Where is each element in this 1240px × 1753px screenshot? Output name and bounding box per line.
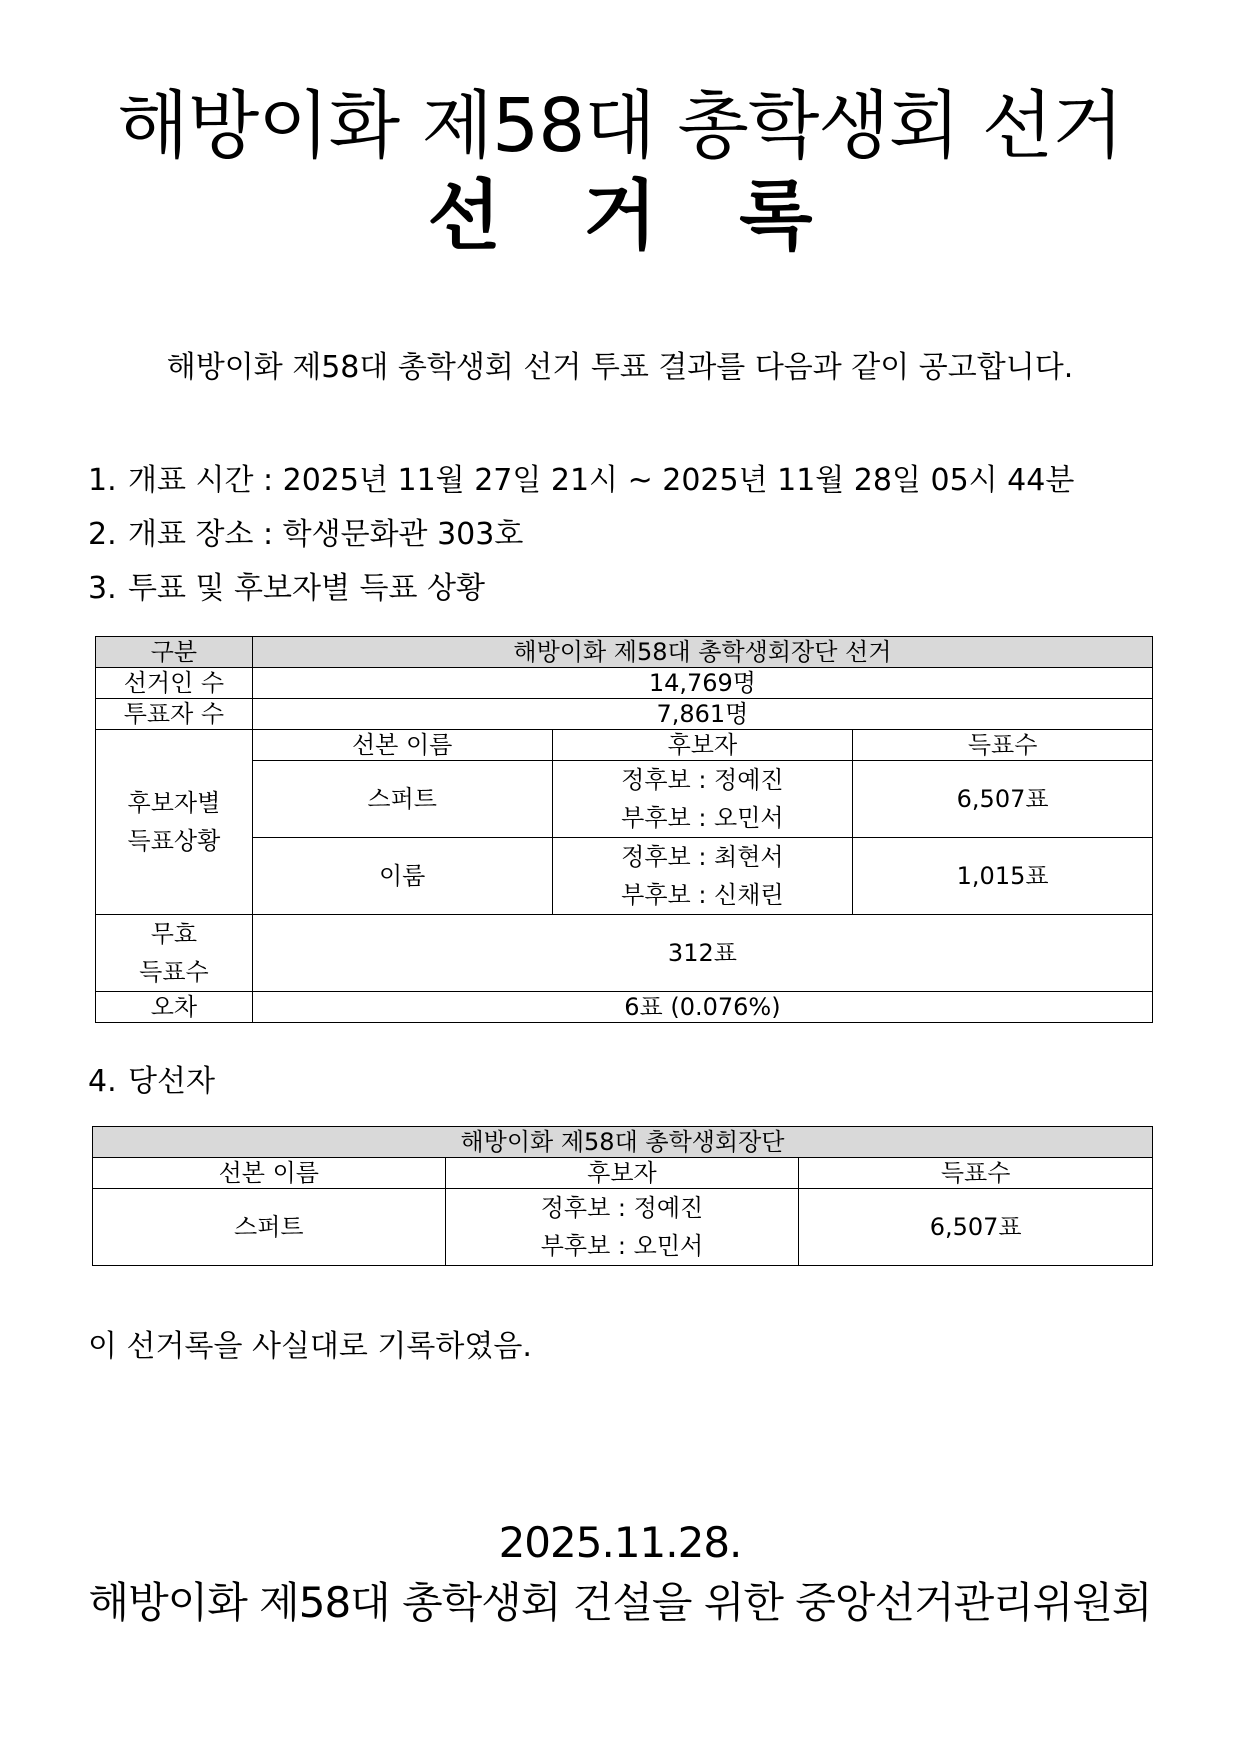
lead-candidate: 정후보 : 최현서 [621,843,784,871]
item-text: 개표 장소 : 학생문화관 303호 [128,517,524,552]
document-date: 2025.11.28. [498,1518,742,1567]
document-title: 해방이화 제58대 총학생회 선거 [117,83,1123,169]
subheader-candidate: 후보자 [445,1158,799,1189]
invalid-label-line2: 득표수 [139,958,209,986]
item-text: 투표 및 후보자별 득표 상황 [128,571,485,606]
item-number: 4. [88,1064,117,1099]
lead-candidate: 정후보 : 정예진 [540,1194,704,1222]
deputy-candidate: 부후보 : 오민서 [621,804,784,832]
error-value: 6표 (0.076%) [252,992,1152,1023]
invalid-label-line1: 무효 [150,920,198,948]
document-subtitle: 선 거 록 [427,171,841,260]
item-count-time [88,461,1074,501]
subheader-votes: 득표수 [853,730,1153,761]
team-name: 스퍼트 [93,1189,446,1266]
item-number: 1. [88,463,117,498]
deputy-candidate: 부후보 : 오민서 [540,1232,704,1260]
header-election-name: 해방이화 제58대 총학생회장단 선거 [252,637,1152,668]
team-name: 스퍼트 [252,761,552,838]
closing-statement: 이 선거록을 사실대로 기록하였음. [88,1329,532,1364]
subheader-votes: 득표수 [799,1158,1153,1189]
candidate-names [552,761,853,838]
winner-table [92,1126,1153,1266]
item-winner [88,1062,215,1102]
table-row [96,838,1153,915]
candidates-label-line2: 득표상황 [127,827,221,855]
candidate-names [552,838,853,915]
voters-label: 투표자 수 [96,699,253,730]
electorate-label: 선거인 수 [96,668,253,699]
item-number: 2. [88,517,117,552]
header-category: 구분 [96,637,253,668]
deputy-candidate: 부후보 : 신채린 [621,881,784,909]
intro-text: 해방이화 제58대 총학생회 선거 투표 결과를 다음과 같이 공고합니다. [166,350,1074,385]
voters-value: 7,861명 [252,699,1152,730]
table-row [93,1189,1153,1266]
vote-result-table [95,636,1153,1023]
subheader-candidate: 후보자 [552,730,853,761]
invalid-label [96,915,253,992]
electorate-value: 14,769명 [252,668,1152,699]
invalid-value: 312표 [252,915,1152,992]
committee-name: 해방이화 제58대 총학생회 건설을 위한 중앙선거관리위원회 [88,1578,1152,1627]
candidates-label [96,730,253,915]
candidate-names [445,1189,799,1266]
item-text: 당선자 [128,1064,215,1099]
lead-candidate: 정후보 : 정예진 [621,766,784,794]
item-number: 3. [88,571,117,606]
team-name: 이룸 [252,838,552,915]
subheader-team: 선본 이름 [252,730,552,761]
vote-count: 6,507표 [853,761,1153,838]
candidates-label-line1: 후보자별 [127,789,221,817]
vote-count: 1,015표 [853,838,1153,915]
vote-count: 6,507표 [799,1189,1153,1266]
item-vote-status [88,569,485,609]
item-text: 개표 시간 : 2025년 11월 27일 21시 ~ 2025년 11월 28일 05시 44분 [128,463,1075,498]
subheader-team: 선본 이름 [93,1158,446,1189]
table-row [96,761,1153,838]
error-label: 오차 [96,992,253,1023]
item-count-place [88,515,523,555]
winner-table-title: 해방이화 제58대 총학생회장단 [93,1127,1153,1158]
